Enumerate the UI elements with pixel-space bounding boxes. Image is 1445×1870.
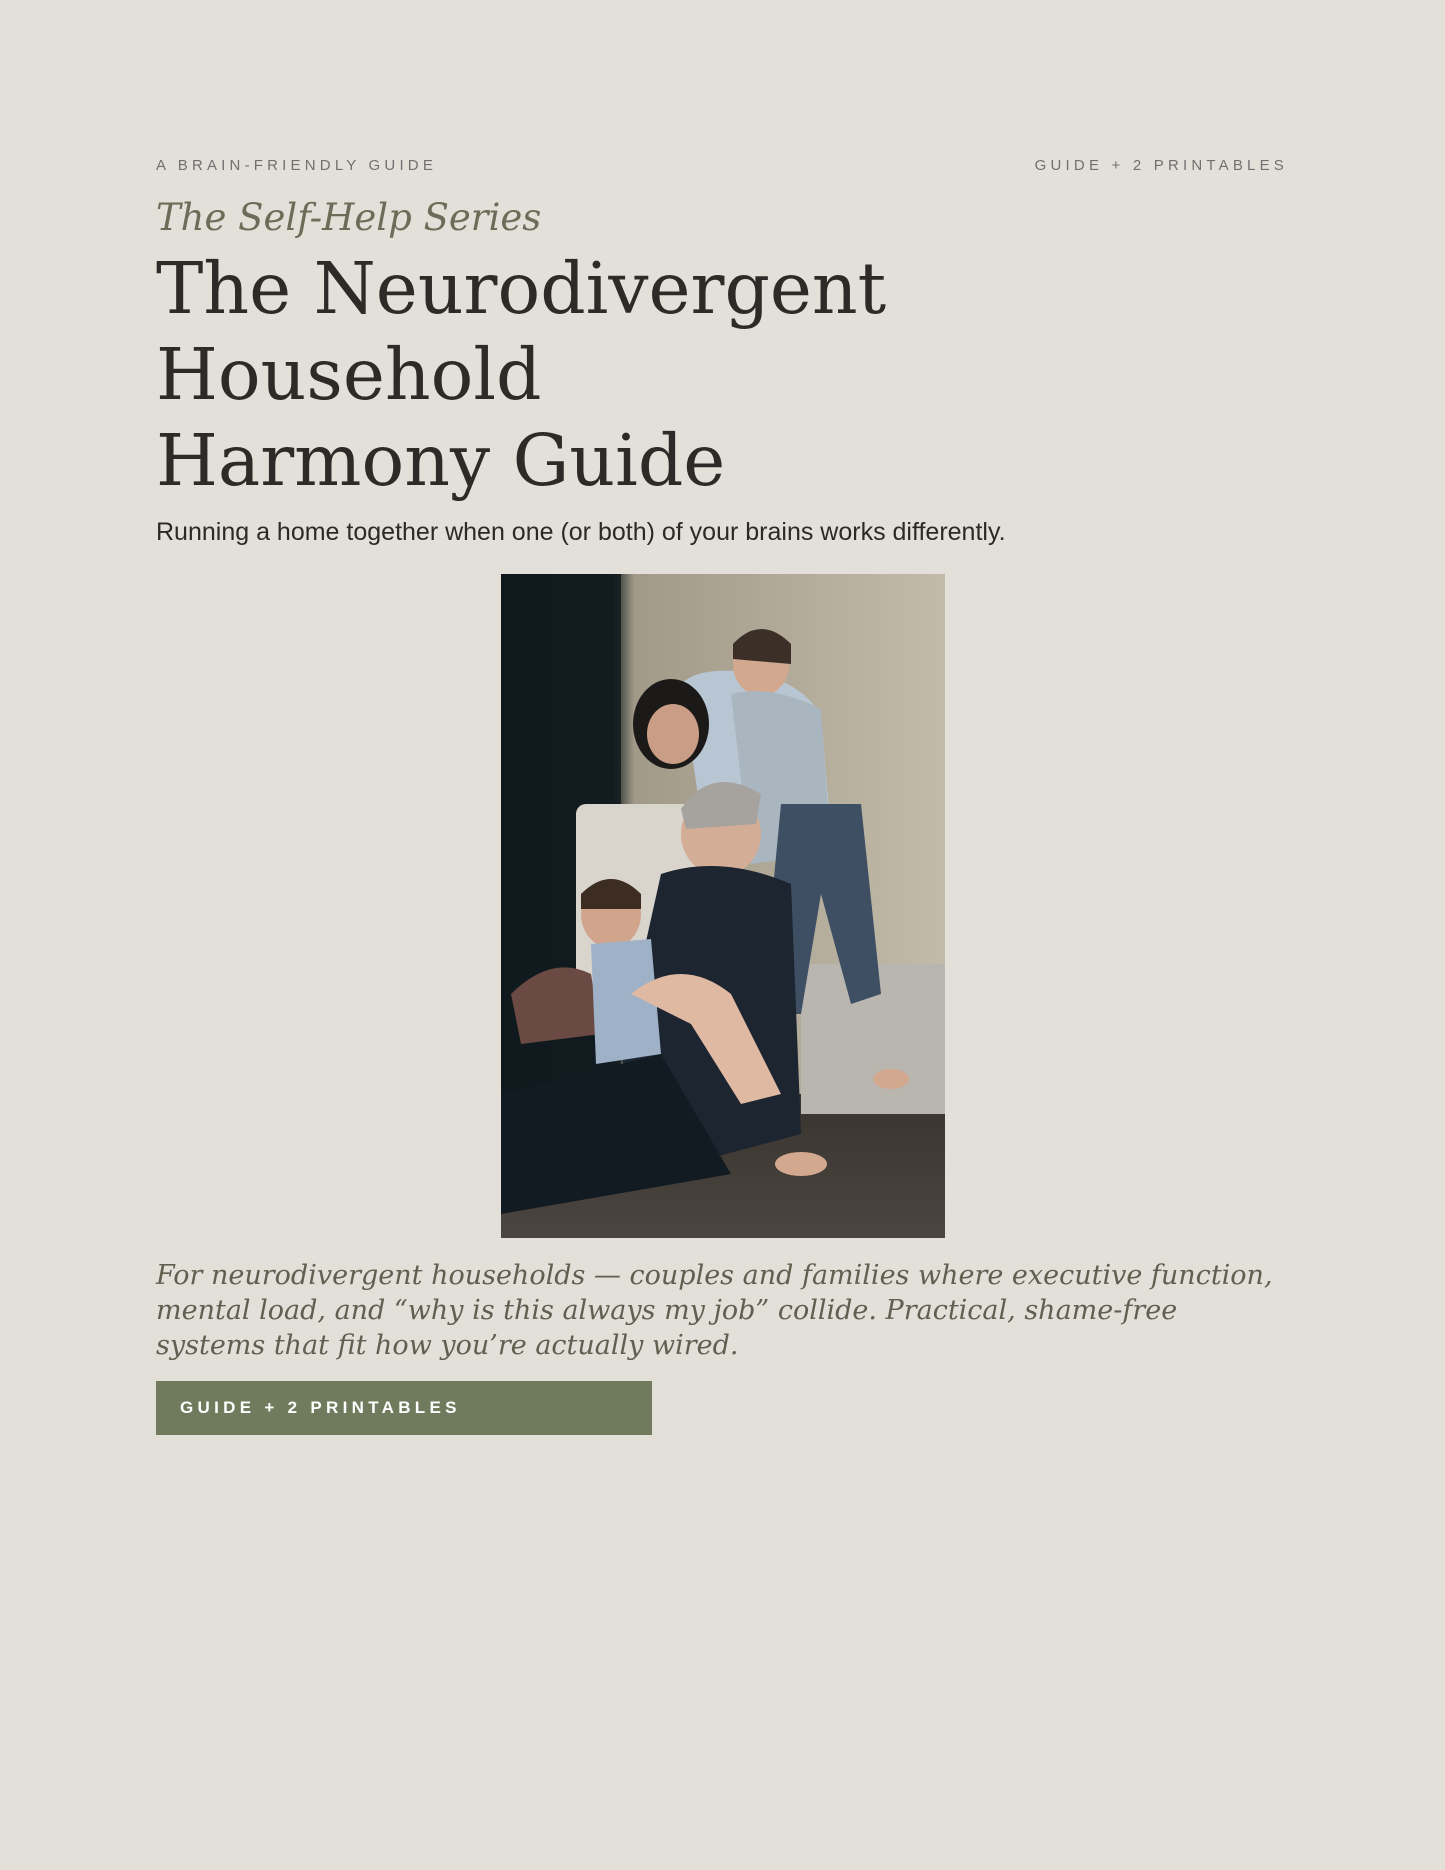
top-row (156, 157, 1288, 177)
title-line: The Neurodivergent (156, 247, 887, 330)
guide-kicker: A BRAIN-FRIENDLY GUIDE (156, 157, 438, 174)
page-title (156, 246, 1156, 504)
description: For neurodivergent households — couples and families where executive function, mental load, and “why is this always my job” collide. Practical, shame-free systems that fit how you’re actually wired. (156, 1260, 1273, 1361)
title-line: Household (156, 333, 542, 416)
format-badge: GUIDE + 2 PRINTABLES (1034, 157, 1288, 174)
series-name: The Self-Help Series (156, 196, 542, 239)
subtitle: Running a home together when one (or both) of your brains works differently. (156, 518, 1006, 546)
printables-button[interactable]: GUIDE + 2 PRINTABLES (156, 1381, 652, 1435)
family-photo (501, 574, 945, 1238)
title-line: Harmony Guide (156, 419, 726, 502)
cover-page (156, 0, 1288, 1870)
